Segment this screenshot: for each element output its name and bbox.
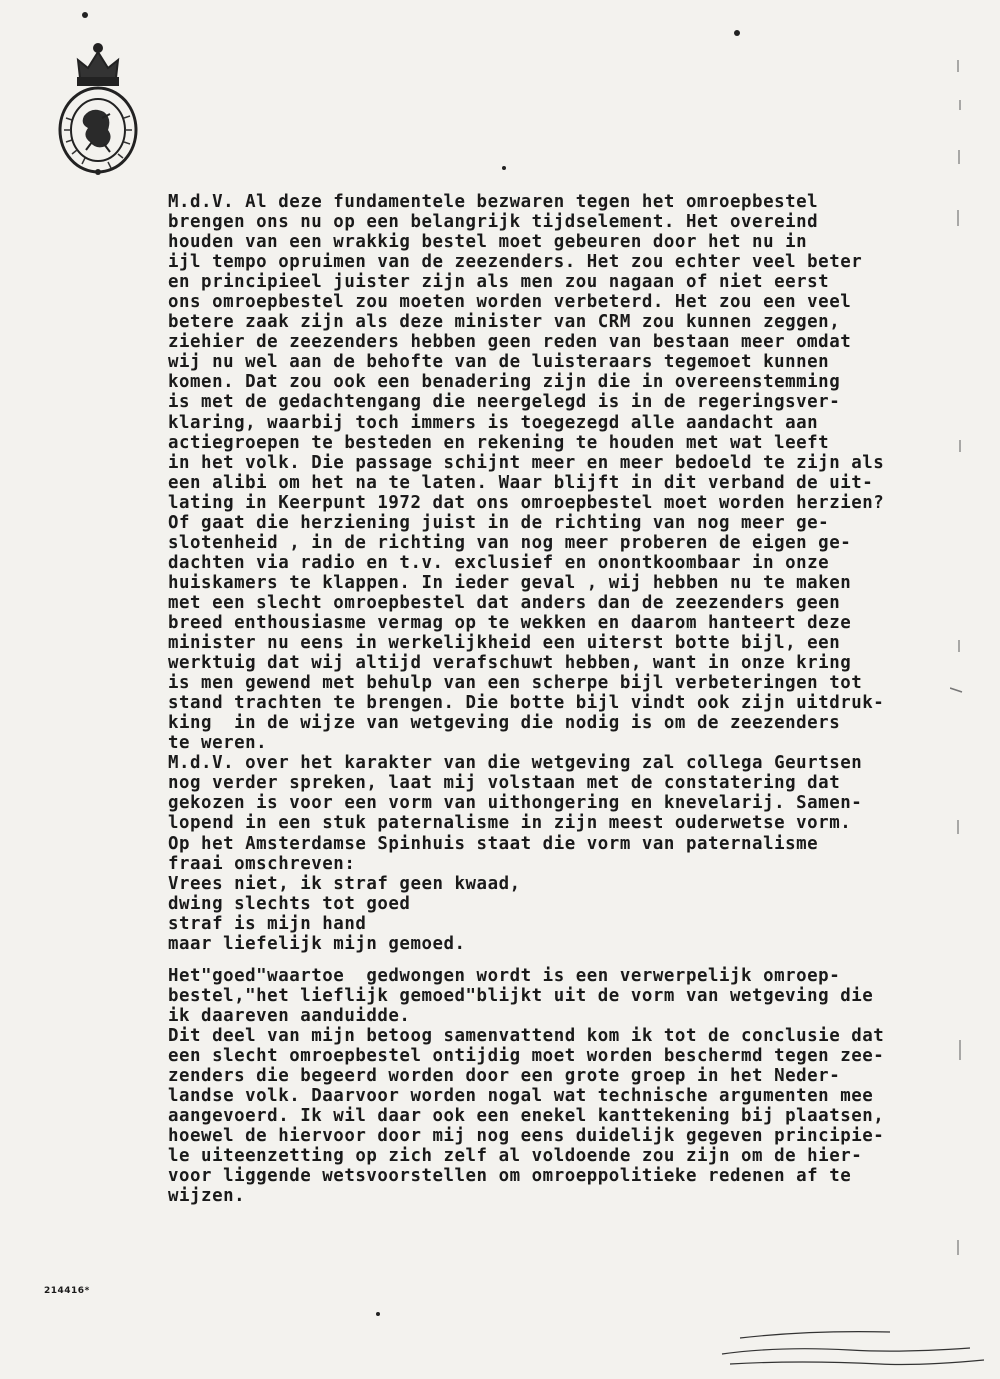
crown-seal-icon [52,38,144,176]
text-line: en principieel juister zijn als men zou nagaan of niet eerst [168,272,830,293]
text-line: slotenheid , in de richting van nog meer proberen de eigen ge- [168,532,852,553]
ink-speck [734,30,740,36]
text-line: houden van een wrakkig bestel moet gebeuren door het nu in [168,232,808,253]
text-line: gekozen is voor een vorm van uithongering en knevelarij. Samen- [168,793,863,814]
text-line: minister nu eens in werkelijkheid een uiterst botte bijl, een [168,633,841,654]
text-line: dwing slechts tot goed [168,893,411,914]
text-line: zenders die begeerd worden door een grote groep in het Neder- [168,1066,841,1087]
text-line: wij nu wel aan de behofte van de luisteraars tegemoet kunnen [168,352,830,373]
text-line: straf is mijn hand [168,913,367,934]
text-line: breed enthousiasme vermag op te wekken en daarom hanteert deze [168,612,852,633]
text-line: maar liefelijk mijn gemoed. [168,933,466,954]
ink-speck [376,1312,380,1316]
text-line: een alibi om het na te laten. Waar blijft in dit verband de uit- [168,472,874,493]
margin-marks [950,40,990,1340]
text-line: voor liggende wetsvoorstellen om omroeppolitieke redenen af te [168,1166,852,1187]
text-line: M.d.V. Al deze fundamentele bezwaren tegen het omroepbestel [168,192,819,212]
text-line: Op het Amsterdamse Spinhuis staat die vorm van paternalisme [168,833,819,854]
text-line: nog verder spreken, laat mij volstaan met de constatering dat [168,773,841,794]
document-stamp-code: 214416* [44,1286,90,1296]
text-line: Het"goed"waartoe gedwongen wordt is een verwerpelijk omroep- [168,965,841,986]
text-line: ziehier de zeezenders hebben geen reden van bestaan meer omdat [168,332,852,353]
text-line: landse volk. Daarvoor worden nogal wat technische argumenten mee [168,1086,874,1107]
text-line: een slecht omroepbestel ontijdig moet worden beschermd tegen zee- [168,1045,885,1066]
text-line: ijl tempo opruimen van de zeezenders. Het zou echter veel beter [168,252,863,273]
text-line: dachten via radio en t.v. exclusief en onontkoombaar in onze [168,552,830,573]
body-text [168,192,968,1206]
paragraph-gap [168,954,968,966]
text-line: lating in Keerpunt 1972 dat ons omroepbestel moet worden herzien? [168,492,885,513]
text-line: in het volk. Die passage schijnt meer en meer bedoeld te zijn als [168,452,885,473]
text-line: fraai omschreven: [168,853,356,874]
text-line: lopend in een stuk paternalisme in zijn meest ouderwetse vorm. [168,813,852,834]
text-line: werktuig dat wij altijd verafschuwt hebben, want in onze kring [168,653,852,674]
text-line: bestel,"het lieflijk gemoed"blijkt uit de vorm van wetgeving die [168,985,874,1006]
text-line: Vrees niet, ik straf geen kwaad, [168,873,521,894]
text-line: te weren. [168,733,268,754]
ink-speck [502,166,506,170]
text-line: komen. Dat zou ook een benadering zijn die in overeenstemming [168,372,841,393]
text-line: le uiteenzetting op zich zelf al voldoende zou zijn om de hier- [168,1146,863,1167]
text-line: is men gewend met behulp van een scherpe bijl verbeteringen tot [168,673,863,694]
text-line: stand trachten te brengen. Die botte bijl vindt ook zijn uitdruk- [168,693,885,714]
text-line: betere zaak zijn als deze minister van CRM zou kunnen zeggen, [168,312,841,333]
text-line: huiskamers te klappen. In ieder geval , wij hebben nu te maken [168,572,852,593]
text-line: brengen ons nu op een belangrijk tijdselement. Het overeind [168,212,819,233]
text-line: Of gaat die herziening juist in de richting van nog meer ge- [168,512,830,533]
text-line: klaring, waarbij toch immers is toegezegd alle aandacht aan [168,412,819,433]
text-line: wijzen. [168,1186,246,1207]
ink-speck [82,12,88,18]
text-line: actiegroepen te besteden en rekening te houden met wat leeft [168,432,830,453]
text-line: is met de gedachtengang die neergelegd is in de regeringsver- [168,392,841,413]
text-line: met een slecht omroepbestel dat anders dan de zeezenders geen [168,592,841,613]
text-line: ik daareven aanduidde. [168,1005,411,1026]
text-line: Dit deel van mijn betoog samenvattend kom ik tot de conclusie dat [168,1025,885,1046]
text-line: king in de wijze van wetgeving die nodig is om de zeezenders [168,713,841,734]
text-line: M.d.V. over het karakter van die wetgeving zal collega Geurtsen [168,753,863,774]
text-line: ons omroepbestel zou moeten worden verbeterd. Het zou een veel [168,292,852,313]
text-line: hoewel de hiervoor door mij nog eens duidelijk gegeven principie- [168,1126,885,1147]
handwritten-scribble [720,1320,990,1370]
text-line: aangevoerd. Ik wil daar ook een enekel kanttekening bij plaatsen, [168,1106,885,1127]
